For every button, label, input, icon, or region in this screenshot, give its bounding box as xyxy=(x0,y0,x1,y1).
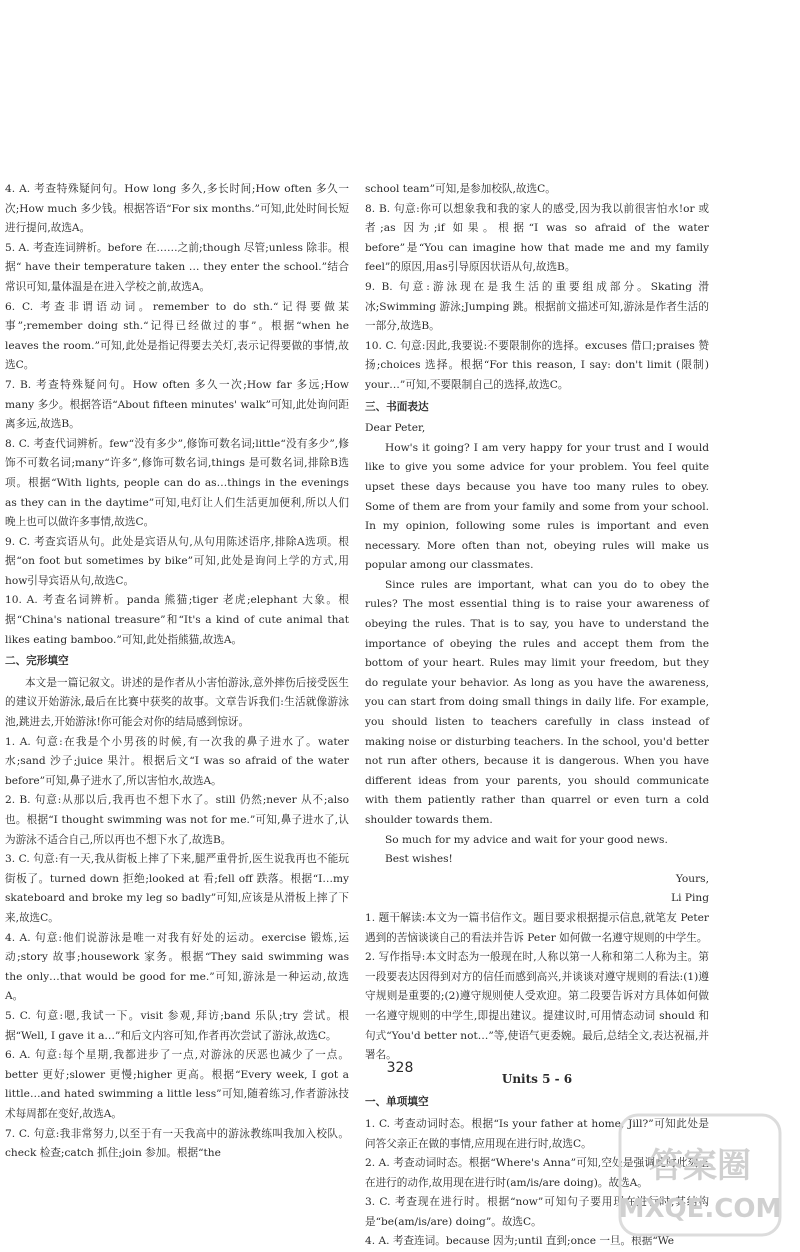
section-heading-choice: 一、单项填空 xyxy=(365,1096,429,1109)
writing-note: 1. 题干解读:本文为一篇书信作文。题目要求根据提示信息,就笔友 Peter 遇到的苦恼谈谈自己的看法并告诉 Peter 如何做一名遵守规则的中学生。 xyxy=(365,911,709,944)
answer-item: 7. C. 句意:我非常努力,以至于有一天我高中的游泳教练叫我加入校队。check 检查;catch 抓住;join 参加。根据“the xyxy=(5,1127,349,1160)
page-number: 328 xyxy=(386,1060,414,1076)
answer-item: 10. A. 考查名词辨析。panda 熊猫;tiger 老虎;elephant 大象。根据“China's national treasure”和“It's a kind of cute animal that likes eating bamboo.”可知,此处指熊猫,故选A。 xyxy=(5,594,349,646)
section-heading-cloze: 二、完形填空 xyxy=(5,655,69,668)
answer-item: 6. C. 考查非谓语动词。remember to do sth.“记得要做某事”;remember doing sth.“记得已经做过的事”。根据“when he leaves the room.”可知,此处是指记得要去关灯,表示记得要做的事情,故选C。 xyxy=(5,300,349,372)
cloze-intro: 本文是一篇记叙文。讲述的是作者从小害怕游泳,意外摔伤后接受医生的建议开始游泳,最后在比赛中获奖的故事。文章告诉我们:生活就像游泳池,跳进去,开始游泳!你可能会对你的结局感到惊讶。 xyxy=(5,676,349,729)
letter-paragraph: So much for my advice and wait for your good news. xyxy=(385,833,668,846)
units-title: Units 5 - 6 xyxy=(501,1071,573,1086)
letter-paragraph: How's it going? I am very happy for your trust and I would like to give you some advice for your problem. You feel quite upset these days because you have too many rules to obey. Some of them are from your family and some from your school. In my opinion, following some rules is important and even necessary. More often than not, obeying rules will make us popular among our classmates. xyxy=(365,441,709,572)
answer-item: 4. A. 考查特殊疑问句。How long 多久,多长时间;How often 多久一次;How much 多少钱。根据答语“For six months.”可知,此处时间长短进行提问,故选A。 xyxy=(5,183,349,235)
answer-item: 4. A. 考查连词。because 因为;until 直到;once 一旦。根据“We xyxy=(365,1235,675,1248)
answer-item: 2. B. 句意:从那以后,我再也不想下水了。still 仍然;never 从不;also 也。根据“I thought swimming was not for me.”可知,鼻子进水了,认为游泳不适合自己,所以再也不想下水了,故选B。 xyxy=(5,794,349,846)
answer-item: 10. C. 句意:因此,我要说:不要限制你的选择。excuses 借口;praises 赞扬;choices 选择。根据“For this reason, I say: don't limit (限制) your…”可知,不要限制自己的选择,故选C。 xyxy=(365,339,709,391)
answer-item: 3. C. 句意:有一天,我从街板上摔了下来,腿严重骨折,医生说我再也不能玩街板了。turned down 拒绝;looked at 看;fell off 跌落。根据“I…my skateboard and broke my leg so badly”可知,应该是从滑板上摔了下来,故选C。 xyxy=(5,853,349,924)
answer-item: 9. B. 句意:游泳现在是我生活的重要组成部分。Skating 滑冰;Swimming 游泳;Jumping 跳。根据前文描述可知,游泳是作者生活的一部分,故选B。 xyxy=(365,280,710,333)
model-letter xyxy=(365,419,709,909)
letter-paragraph: Since rules are important, what can you do to obey the rules? The most essential thing is to raise your awareness of obeying the rules. That is to say, you have to understand the importance of obeying the rules and accept them from the bottom of your heart. Rules may limit your freedom, but they do regulate your behavior. As long as you have the awareness, you can start from doing small things in daily life. For example, you should listen to teachers carefully in class instead of making noise or disturbing teachers. In the school, you'd better not run after others, because it is dangerous. When you have different ideas from your parents, you should communicate with them patiently rather than quarrel or even turn a cold shoulder towards them. xyxy=(365,578,709,826)
answer-item: 3. C. 考查现在进行时。根据“now”可知句子要用现在进行时,其结构是“be(am/is/are) doing”。故选C。 xyxy=(365,1196,709,1228)
svg-text:答案圈: 答案圈 xyxy=(649,1146,751,1186)
answer-item: 1. C. 考查动词时态。根据“Is your father at home, Jill?”可知此处是问答父亲正在做的事情,应用现在进行时,故选C。 xyxy=(365,1117,709,1150)
answer-item: 2. A. 考查动词时态。根据“Where's Anna”可知,空处是强调此时此刻正在进行的动作,故用现在进行时(am/is/are doing)。故选A。 xyxy=(365,1157,709,1189)
answer-item: 5. C. 句意:嗯,我试一下。visit 参观,拜访;band 乐队;try 尝试。根据“Well, I gave it a…”和后文内容可知,作者再次尝试了游泳,故选C。 xyxy=(5,1009,349,1042)
answer-item: 7. B. 考查特殊疑问句。How often 多久一次;How far 多远;How many 多少。根据答语“About fifteen minutes' walk”可知,此处询问距离多远,故选B。 xyxy=(5,378,349,431)
answer-item: 8. B. 句意:你可以想象我和我的家人的感受,因为我以前很害怕水!or 或者;as 因为;if 如果。根据“I was so afraid of the water before”是“You can imagine how that made me and my family feel”的原因,用as引导原因状语从句,故选B。 xyxy=(365,202,709,274)
answer-item: school team”可知,是参加校队,故选C。 xyxy=(365,183,556,195)
answer-item: 6. A. 句意:每个星期,我都进步了一点,对游泳的厌恶也减少了一点。better 更好;slower 更慢;higher 更高。根据“Every week, I got a little…and hated swimming a little less”可知,随着练习,作者游泳技术每周都在变好,故选A。 xyxy=(5,1049,349,1120)
svg-text:MXQE.COM: MXQE.COM xyxy=(618,1194,782,1224)
answer-item: 4. A. 句意:他们说游泳是唯一对我有好处的运动。exercise 锻炼,运动;story 故事;housework 家务。根据“They said swimming was the only…that would be good for me.”可知,游泳是一种运动,故选A。 xyxy=(5,931,349,1003)
letter-paragraph: Best wishes! xyxy=(385,853,453,866)
answer-item: 1. A. 句意:在我是个小男孩的时候,有一次我的鼻子进水了。water 水;sand 沙子;juice 果汁。根据后文“I was so afraid of the water before”可知,鼻子进水了,所以害怕水,故选A。 xyxy=(5,735,349,787)
answer-item: 5. A. 考查连词辨析。before 在……之前;though 尽管;unless 除非。根据“ have their temperature taken … they enter the school.”结合常识可知,量体温是在进入学校之前,故选A。 xyxy=(5,241,349,293)
answer-item: 9. C. 考查宾语从句。此处是宾语从句,从句用陈述语序,排除A选项。根据“on foot but sometimes by bike”可知,此处是询问上学的方式,用how引导宾语从句,故选C。 xyxy=(5,535,349,587)
letter-closing: Yours, xyxy=(675,872,709,885)
answer-item: 8. C. 考查代词辨析。few“没有多少”,修饰可数名词;little“没有多少”,修饰不可数名词;many“许多”,修饰可数名词,things 是可数名词,排除B选项。根据“With lights, people can do as…things in the evenings as they can in the daytime”可知,电灯让人们生活更加便利,所以人们晚上也可以做许多事情,故选C。 xyxy=(5,437,349,529)
writing-note: 2. 写作指导:本文时态为一般现在时,人称以第一人称和第二人称为主。第一段要表达因得到对方的信任而感到高兴,并谈谈对遵守规则的看法:(1)遵守规则是重要的;(2)遵守规则使人受欢迎。第二段要告诉对方具体如何做一名遵守规则的中学生,即提出建议。提建议时,可用情态动词 should 和句式“You'd better not…”等,使语气更委婉。最后,总结全文,表达祝福,并署名。 xyxy=(365,951,709,1062)
watermark-logo xyxy=(610,1105,790,1245)
section-heading-writing: 三、书面表达 xyxy=(365,400,429,413)
letter-signature: Li Ping xyxy=(671,892,709,905)
left-column xyxy=(5,180,349,1164)
right-column xyxy=(365,180,709,1252)
letter-salutation: Dear Peter, xyxy=(365,422,426,435)
